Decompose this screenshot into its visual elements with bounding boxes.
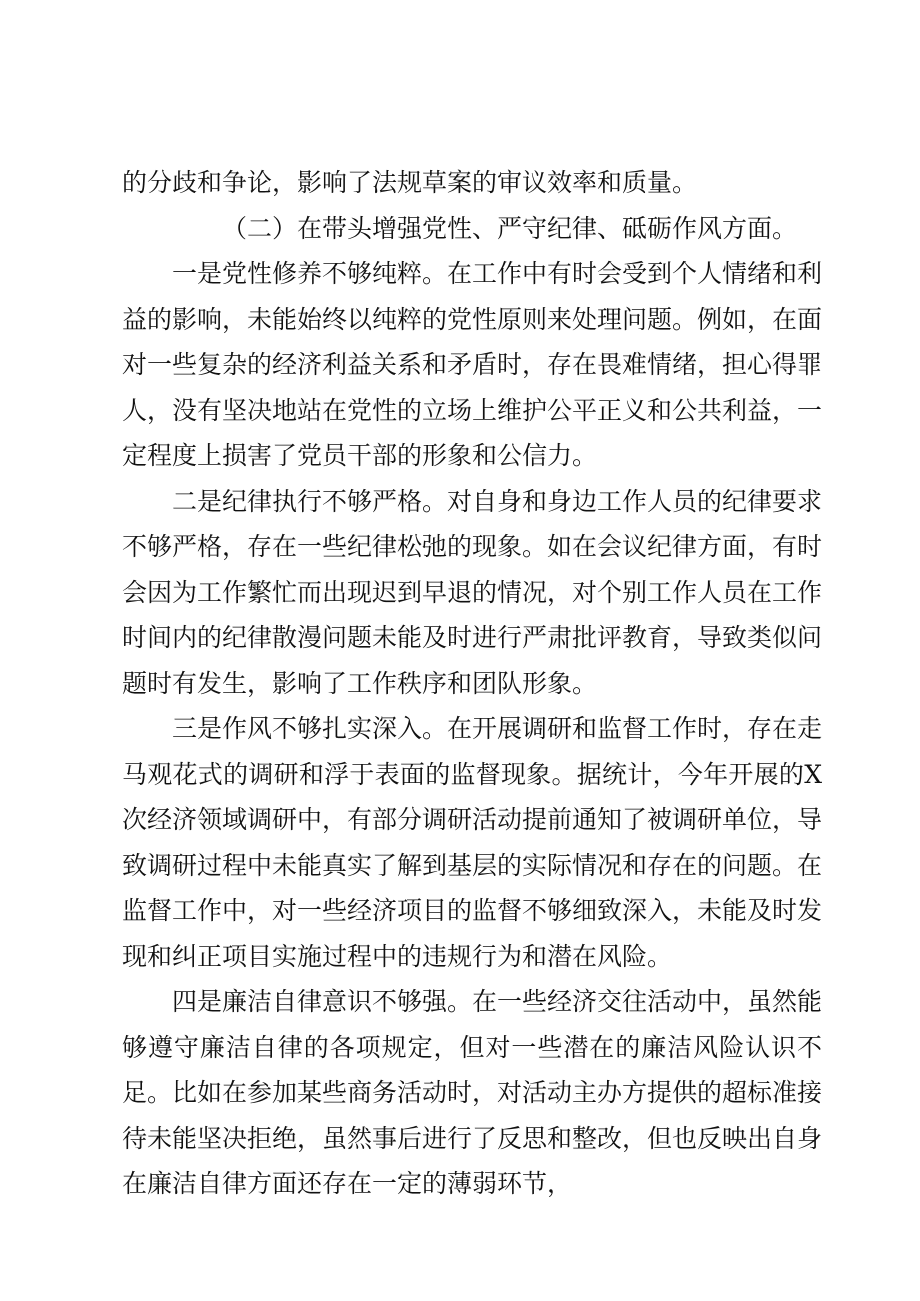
paragraph-work-style: 三是作风不够扎实深入。在开展调研和监督工作时，存在走马观花式的调研和浮于表面的监督现象。据统计，今年开展的X次经济领域调研中，有部分调研活动提前通知了被调研单位，导致调研过程中未能真实了解到基层的实际情况和存在的问题。在监督工作中，对一些经济项目的监督不够细致深入，未能及时发现和纠正项目实施过程中的违规行为和潜在风险。 (122, 714, 823, 971)
document-body (122, 160, 822, 1207)
paragraph-integrity: 四是廉洁自律意识不够强。在一些经济交往活动中，虽然能够遵守廉洁自律的各项规定，但对一些潜在的廉洁风险认识不足。比如在参加某些商务活动时，对活动主办方提供的超标准接待未能坚决拒绝，虽然事后进行了反思和整改，但也反映出自身在廉洁自律方面还存在一定的薄弱环节， (122, 987, 823, 1198)
section-heading: （二）在带头增强党性、严守纪律、砥砺作风方面。 (222, 213, 798, 243)
paragraph-party-spirit: 一是党性修养不够纯粹。在工作中有时会受到个人情绪和利益的影响，未能始终以纯粹的党性原则来处理问题。例如，在面对一些复杂的经济利益关系和矛盾时，存在畏难情绪，担心得罪人，没有坚决地站在党性的立场上维护公平正义和公共利益，一定程度上损害了党员干部的形象和公信力。 (122, 259, 823, 470)
paragraph-continuation: 的分歧和争论，影响了法规草案的审议效率和质量。 (122, 168, 698, 197)
paragraph-discipline: 二是纪律执行不够严格。对自身和身边工作人员的纪律要求不够严格，存在一些纪律松弛的现象。如在会议纪律方面，有时会因为工作繁忙而出现迟到早退的情况，对个别工作人员在工作时间内的纪律散漫问题未能及时进行严肃批评教育，导致类似问题时有发生，影响了工作秩序和团队形象。 (122, 486, 823, 698)
